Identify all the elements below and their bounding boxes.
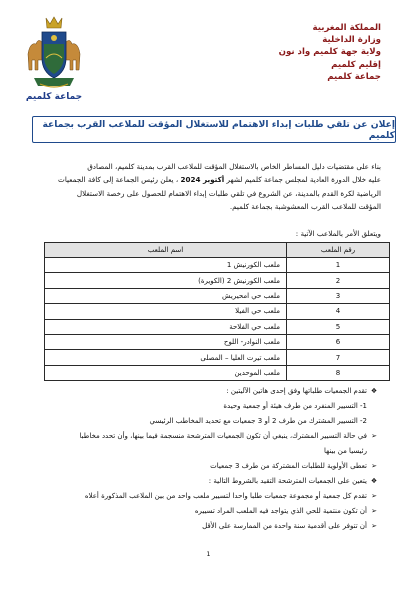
header-block <box>231 22 381 83</box>
intro-line-2-start: عليه خلال الدورة العادية لمجلس جماعة كلميم لشهر <box>226 175 381 185</box>
stadium-name: ملعب تيرت العليا – المصلى <box>45 350 287 365</box>
arrow-bullet-icon: ➢ <box>371 507 377 515</box>
section-2-heading <box>25 474 381 489</box>
announcement-title: إعلان عن تلقي طلبات إبداء الاهتمام للاستغلال المؤقت للملاعب القرب بجماعة كلميم <box>32 116 396 143</box>
stadium-name: ملعب حي الفيلا <box>45 304 287 319</box>
table-row <box>45 350 390 365</box>
stadium-number: 7 <box>287 350 390 365</box>
intro-paragraph <box>31 160 381 214</box>
table-row <box>45 273 390 288</box>
rule-3-text: أن تتوفر على أقدمية سنة واحدة من الممارسة على الأقل <box>202 522 367 530</box>
diamond-bullet-icon: ❖ <box>370 387 378 395</box>
table-row <box>45 365 390 380</box>
intro-line-2-end: ، يعلن رئيس الجماعة إلى كافة الجمعيات <box>58 175 179 185</box>
option-1: 1- التسيير المنفرد من طرف هيئة أو جمعية وحيدة <box>223 402 367 410</box>
province-label: إقليم كلميم <box>331 59 381 70</box>
rule-3 <box>25 519 381 534</box>
section-2-title: يتعين على الجمعيات المترشحة التقيد بالشروط التالية : <box>208 477 367 485</box>
intro-line-2 <box>31 173 381 186</box>
rule-2-text: أن تكون منتمية للحي الذي يتواجد فيه الملعب المراد تسييره <box>194 507 367 515</box>
table-header-row <box>45 243 390 258</box>
stadiums-table <box>44 242 390 381</box>
table-row <box>45 334 390 349</box>
stadium-number: 6 <box>287 334 390 349</box>
arrow-bullet-icon: ➢ <box>371 522 377 530</box>
column-header-number: رقم الملعب <box>287 243 390 258</box>
page-number: 1 <box>206 550 211 558</box>
option-2: 2- التسيير المشترك من طرف 2 أو 3 جمعيات مع تحديد المخاطب الرئيسي <box>149 417 367 425</box>
stadium-number: 3 <box>287 288 390 303</box>
shared-management-note <box>25 429 381 444</box>
diamond-bullet-icon: ❖ <box>370 477 378 485</box>
stadium-name: ملعب الموحدين <box>45 365 287 380</box>
arrow-bullet-icon: ➢ <box>371 492 377 500</box>
table-row <box>45 304 390 319</box>
priority-text: تعطى الأولوية للطلبات المشتركة من طرف 3 جمعيات <box>210 462 367 470</box>
commune-emblem-logo <box>24 14 84 100</box>
arrow-bullet-icon: ➢ <box>371 462 377 470</box>
stadium-name: ملعب حي امحيريش <box>45 288 287 303</box>
rule-1-text: تقدم كل جمعية أو مجموعة جمعيات طلبا واحدا لتسيير ملعب واحد من بين الملاعب المذكورة أعلاه <box>84 492 367 500</box>
stadium-number: 2 <box>287 273 390 288</box>
section-1-title: تقدم الجمعيات طلباتها وفق إحدى هاتين الآليتين : <box>226 387 367 395</box>
stadium-list-intro: ويتعلق الأمر بالملاعب الآتية : <box>295 229 381 238</box>
rule-2 <box>25 504 381 519</box>
intro-line-3: الرياضية لكرة القدم بالمدينة، عن الشروع في تلقي طلبات إبداء الاهتمام للحصول على رخصة الاستغلال <box>76 188 381 198</box>
table-row <box>45 288 390 303</box>
arrow-bullet-icon: ➢ <box>371 432 377 440</box>
priority-note <box>25 459 381 474</box>
conditions-section <box>25 384 381 534</box>
rule-1 <box>25 489 381 504</box>
intro-line-1: بناء على مقتضيات دليل المساطر الخاص بالاستغلال المؤقت للملاعب القرب بمدينة كلميم، المصادق <box>87 162 381 171</box>
stadium-name: ملعب النوادر- اللوح <box>45 334 287 349</box>
table-row <box>45 319 390 334</box>
stadium-number: 5 <box>287 319 390 334</box>
kingdom-label: المملكة المغربية <box>312 23 381 33</box>
stadium-name: ملعب حي الفلاحة <box>45 319 287 334</box>
column-header-name: اسم الملعب <box>45 243 287 258</box>
commune-label: جماعة كلميم <box>327 71 381 82</box>
shared-note-line-2: رئيسيا من بينها <box>324 447 367 455</box>
logo-caption: جماعة كلميم <box>25 92 83 102</box>
region-label: ولاية جهة كلميم واد نون <box>278 47 381 58</box>
shared-note-line-1: في حالة التسيير المشترك، ينبغي أن تكون الجمعيات المترشحة منسجمة فيما بينها، وأن تحدد مخاطبا <box>79 432 367 440</box>
stadium-name: ملعب الكورنيش 1 <box>45 258 287 273</box>
stadium-name: ملعب الكورنيش 2 (الكويرة) <box>45 273 287 288</box>
stadium-number: 1 <box>287 258 390 273</box>
intro-line-4: المؤقت للملاعب القرب المعشوشبة بجماعة كلميم. <box>229 202 381 212</box>
ministry-label: وزارة الداخلية <box>322 35 381 46</box>
stadium-number: 4 <box>287 304 390 319</box>
section-1-heading <box>25 384 381 399</box>
session-date: أكتوبر 2024 <box>180 175 225 185</box>
table-row <box>45 258 390 273</box>
stadium-number: 8 <box>287 365 390 380</box>
